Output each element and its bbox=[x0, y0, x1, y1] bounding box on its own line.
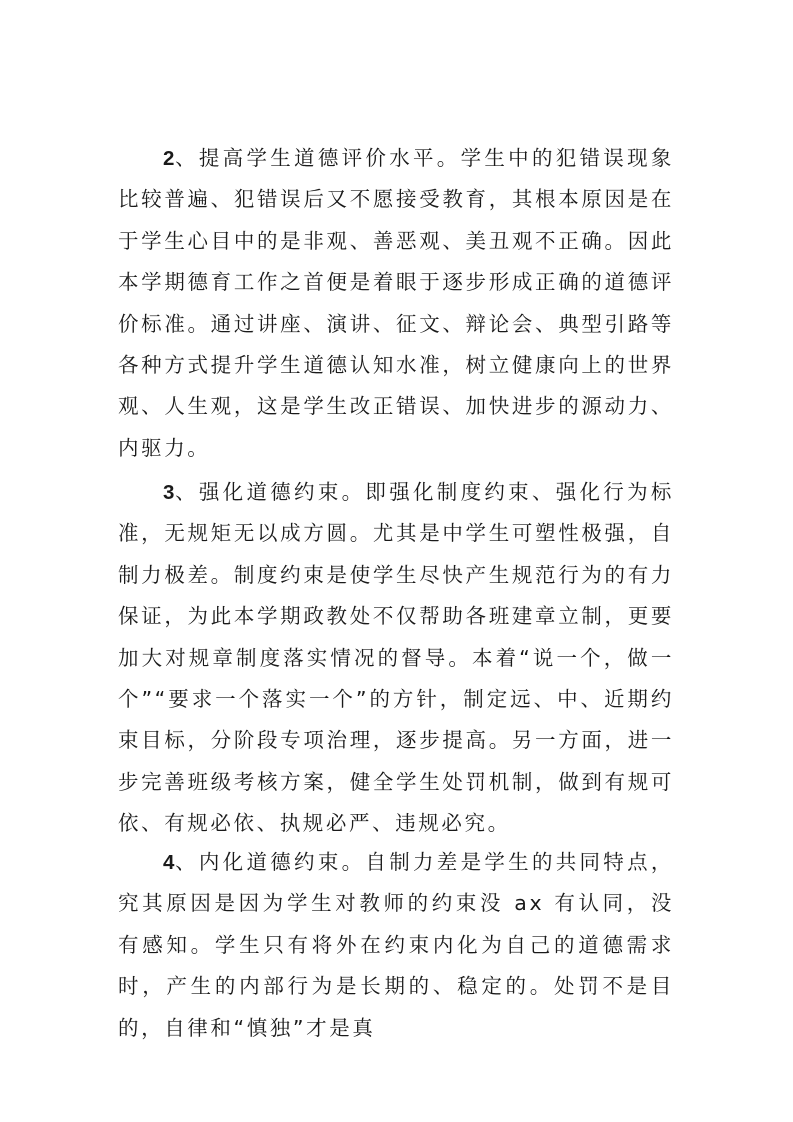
paragraph-text: 、强化道德约束。即强化制度约束、强化行为标准，无规矩无以成方圆。尤其是中学生可塑性极强，自制力极差。制度约束是使学生尽快产生规范行为的有力保证，为此本学期政教处不仅帮助各班建章立制，更要加大对规章制度落实情况的督导。本着“说一个，做一个”“要求一个落实一个”的方针，制定远、中、近期约束目标，分阶段专项治理，逐步提高。另一方面，进一步完善班级考核方案，健全学生处罚机制，做到有规可依、有规必依、执规必严、违规必究。 bbox=[118, 480, 674, 836]
paragraph-4 bbox=[118, 842, 674, 1049]
paragraph-number: 4 bbox=[163, 851, 175, 874]
paragraph-number: 3 bbox=[163, 481, 175, 504]
paragraph-2 bbox=[118, 138, 674, 469]
paragraph-3 bbox=[118, 472, 674, 845]
paragraph-text: 、内化道德约束。自制力差是学生的共同特点，究其原因是因为学生对教师的约束没 ax 有认同，没有感知。学生只有将外在约束内化为自己的道德需求时，产生的内部行为是长期的、稳定的。处罚不是目的，自律和“慎独”才是真 bbox=[118, 850, 674, 1040]
paragraph-text: 、提高学生道德评价水平。学生中的犯错误现象比较普遍、犯错误后又不愿接受教育，其根本原因是在于学生心目中的是非观、善恶观、美丑观不正确。因此本学期德育工作之首便是着眼于逐步形成正确的道德评价标准。通过讲座、演讲、征文、辩论会、典型引路等各种方式提升学生道德认知水准，树立健康向上的世界观、人生观，这是学生改正错误、加快进步的源动力、内驱力。 bbox=[118, 146, 674, 460]
paragraph-number: 2 bbox=[163, 147, 175, 170]
